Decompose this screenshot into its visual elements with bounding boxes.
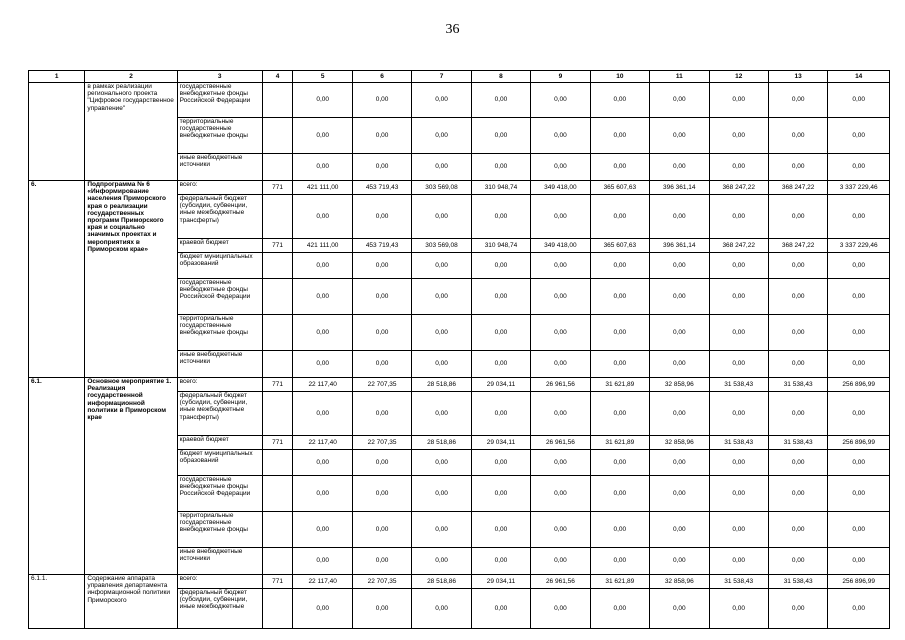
amount-cell: 0,00 — [650, 476, 709, 512]
amount-cell: 0,00 — [531, 589, 590, 629]
amount-cell: 256 896,99 — [828, 575, 890, 589]
amount-cell: 0,00 — [650, 253, 709, 279]
amount-cell: 0,00 — [709, 548, 768, 575]
amount-cell: 0,00 — [471, 83, 530, 118]
amount-cell: 29 034,11 — [471, 575, 530, 589]
gov-code: 771 — [262, 436, 293, 450]
amount-cell: 0,00 — [471, 476, 530, 512]
column-header: 5 — [293, 71, 352, 83]
column-header: 13 — [768, 71, 827, 83]
gov-code — [262, 589, 293, 629]
amount-cell: 31 538,43 — [768, 436, 827, 450]
amount-cell: 0,00 — [412, 476, 471, 512]
amount-cell: 0,00 — [768, 351, 827, 378]
amount-cell: 0,00 — [471, 512, 530, 548]
table-body — [29, 71, 890, 629]
funding-source: всего: — [177, 575, 262, 589]
page-number: 36 — [445, 22, 460, 37]
item-name: Содержание аппарата управления департамента информационной политики Приморского — [85, 575, 177, 629]
amount-cell: 0,00 — [828, 154, 890, 181]
item-number: 6. — [29, 181, 85, 378]
amount-cell: 0,00 — [709, 392, 768, 436]
funding-source: всего: — [177, 181, 262, 195]
amount-cell: 0,00 — [471, 253, 530, 279]
amount-cell: 0,00 — [471, 279, 530, 315]
funding-source: всего: — [177, 378, 262, 392]
amount-cell: 0,00 — [768, 476, 827, 512]
amount-cell: 0,00 — [471, 548, 530, 575]
amount-cell: 0,00 — [531, 512, 590, 548]
amount-cell: 0,00 — [828, 351, 890, 378]
amount-cell: 0,00 — [590, 315, 649, 351]
amount-cell: 31 538,43 — [768, 378, 827, 392]
amount-cell: 0,00 — [293, 392, 352, 436]
amount-cell: 0,00 — [650, 351, 709, 378]
funding-source: территориальные государственные внебюджетные фонды — [177, 118, 262, 154]
amount-cell: 31 538,43 — [768, 575, 827, 589]
amount-cell: 0,00 — [590, 195, 649, 239]
gov-code — [262, 392, 293, 436]
funding-source: федеральный бюджет (субсидии, субвенции, иные межбюджетные трансферты) — [177, 195, 262, 239]
funding-source: федеральный бюджет (субсидии, субвенции, иные межбюджетные — [177, 589, 262, 629]
amount-cell: 0,00 — [650, 512, 709, 548]
amount-cell: 0,00 — [352, 195, 411, 239]
amount-cell: 0,00 — [828, 195, 890, 239]
column-header: 3 — [177, 71, 262, 83]
amount-cell: 0,00 — [352, 512, 411, 548]
item-name: Основное мероприятие 1. Реализация государственной информационной политики в Приморском крае — [85, 378, 177, 575]
amount-cell: 396 361,14 — [650, 239, 709, 253]
amount-cell: 29 034,11 — [471, 436, 530, 450]
amount-cell: 28 518,86 — [412, 575, 471, 589]
amount-cell: 26 961,56 — [531, 575, 590, 589]
amount-cell: 0,00 — [531, 253, 590, 279]
amount-cell: 0,00 — [709, 83, 768, 118]
amount-cell: 0,00 — [768, 315, 827, 351]
amount-cell: 0,00 — [709, 512, 768, 548]
amount-cell: 0,00 — [531, 548, 590, 575]
funding-source: государственные внебюджетные фонды Российской Федерации — [177, 279, 262, 315]
amount-cell: 0,00 — [352, 253, 411, 279]
amount-cell: 31 538,43 — [709, 378, 768, 392]
amount-cell: 0,00 — [590, 548, 649, 575]
item-name: в рамках реализации регионального проекта "Цифровое государственное управление" — [85, 83, 177, 181]
amount-cell: 0,00 — [293, 83, 352, 118]
gov-code — [262, 83, 293, 118]
amount-cell: 26 961,56 — [531, 378, 590, 392]
amount-cell: 0,00 — [352, 589, 411, 629]
amount-cell: 0,00 — [828, 512, 890, 548]
table-row — [29, 378, 890, 392]
amount-cell: 368 247,22 — [709, 239, 768, 253]
amount-cell: 0,00 — [650, 450, 709, 476]
amount-cell: 0,00 — [352, 279, 411, 315]
amount-cell: 0,00 — [650, 392, 709, 436]
gov-code: 771 — [262, 575, 293, 589]
amount-cell: 0,00 — [650, 118, 709, 154]
gov-code — [262, 351, 293, 378]
amount-cell: 0,00 — [293, 548, 352, 575]
amount-cell: 256 896,99 — [828, 436, 890, 450]
amount-cell: 0,00 — [768, 512, 827, 548]
table-row — [29, 83, 890, 118]
amount-cell: 0,00 — [828, 253, 890, 279]
amount-cell: 28 518,86 — [412, 436, 471, 450]
amount-cell: 310 948,74 — [471, 181, 530, 195]
amount-cell: 0,00 — [768, 118, 827, 154]
amount-cell: 303 569,08 — [412, 239, 471, 253]
table-row — [29, 181, 890, 195]
amount-cell: 0,00 — [471, 118, 530, 154]
amount-cell: 368 247,22 — [768, 181, 827, 195]
amount-cell: 0,00 — [412, 315, 471, 351]
amount-cell: 0,00 — [293, 253, 352, 279]
amount-cell: 0,00 — [768, 154, 827, 181]
amount-cell: 0,00 — [709, 253, 768, 279]
amount-cell: 0,00 — [590, 253, 649, 279]
amount-cell: 0,00 — [828, 476, 890, 512]
amount-cell: 0,00 — [709, 118, 768, 154]
amount-cell: 3 337 229,46 — [828, 239, 890, 253]
amount-cell: 368 247,22 — [709, 181, 768, 195]
amount-cell: 31 621,89 — [590, 436, 649, 450]
amount-cell: 0,00 — [293, 589, 352, 629]
amount-cell: 0,00 — [412, 512, 471, 548]
amount-cell: 0,00 — [293, 476, 352, 512]
amount-cell: 26 961,56 — [531, 436, 590, 450]
amount-cell: 29 034,11 — [471, 378, 530, 392]
amount-cell: 0,00 — [293, 195, 352, 239]
funding-source: территориальные государственные внебюджетные фонды — [177, 512, 262, 548]
amount-cell: 0,00 — [828, 118, 890, 154]
amount-cell: 0,00 — [531, 315, 590, 351]
amount-cell: 32 858,96 — [650, 436, 709, 450]
amount-cell: 421 111,00 — [293, 181, 352, 195]
amount-cell: 421 111,00 — [293, 239, 352, 253]
amount-cell: 453 719,43 — [352, 181, 411, 195]
amount-cell: 0,00 — [531, 392, 590, 436]
amount-cell: 0,00 — [531, 476, 590, 512]
amount-cell: 349 418,00 — [531, 181, 590, 195]
amount-cell: 0,00 — [352, 83, 411, 118]
amount-cell: 0,00 — [590, 392, 649, 436]
amount-cell: 0,00 — [590, 589, 649, 629]
amount-cell: 0,00 — [293, 154, 352, 181]
amount-cell: 0,00 — [352, 351, 411, 378]
amount-cell: 0,00 — [293, 279, 352, 315]
gov-code — [262, 195, 293, 239]
amount-cell: 0,00 — [650, 195, 709, 239]
gov-code — [262, 512, 293, 548]
amount-cell: 0,00 — [828, 589, 890, 629]
amount-cell: 31 538,43 — [709, 436, 768, 450]
amount-cell: 31 538,43 — [709, 575, 768, 589]
funding-source: территориальные государственные внебюджетные фонды — [177, 315, 262, 351]
amount-cell: 0,00 — [709, 476, 768, 512]
gov-code — [262, 279, 293, 315]
amount-cell: 0,00 — [531, 154, 590, 181]
gov-code: 771 — [262, 181, 293, 195]
amount-cell: 0,00 — [471, 315, 530, 351]
column-header: 11 — [650, 71, 709, 83]
amount-cell: 0,00 — [293, 512, 352, 548]
funding-source: бюджет муниципальных образований — [177, 450, 262, 476]
amount-cell: 0,00 — [709, 450, 768, 476]
amount-cell: 0,00 — [412, 279, 471, 315]
amount-cell: 256 896,99 — [828, 378, 890, 392]
amount-cell: 396 361,14 — [650, 181, 709, 195]
item-number: 6.1.1. — [29, 575, 85, 629]
amount-cell: 0,00 — [471, 154, 530, 181]
column-header: 2 — [85, 71, 177, 83]
amount-cell: 0,00 — [828, 548, 890, 575]
amount-cell: 0,00 — [590, 279, 649, 315]
amount-cell: 0,00 — [412, 351, 471, 378]
amount-cell: 365 607,63 — [590, 181, 649, 195]
amount-cell: 22 707,35 — [352, 575, 411, 589]
amount-cell: 0,00 — [709, 279, 768, 315]
amount-cell: 32 858,96 — [650, 575, 709, 589]
amount-cell: 0,00 — [768, 253, 827, 279]
column-header: 6 — [352, 71, 411, 83]
amount-cell: 0,00 — [352, 476, 411, 512]
amount-cell: 0,00 — [471, 392, 530, 436]
gov-code — [262, 548, 293, 575]
item-number — [29, 83, 85, 181]
gov-code: 771 — [262, 239, 293, 253]
funding-source: государственные внебюджетные фонды Российской Федерации — [177, 476, 262, 512]
column-header: 8 — [471, 71, 530, 83]
amount-cell: 0,00 — [471, 589, 530, 629]
amount-cell: 0,00 — [293, 351, 352, 378]
amount-cell: 0,00 — [471, 351, 530, 378]
funding-source: краевой бюджет — [177, 436, 262, 450]
amount-cell: 0,00 — [412, 589, 471, 629]
column-header: 12 — [709, 71, 768, 83]
amount-cell: 0,00 — [650, 279, 709, 315]
amount-cell: 0,00 — [650, 154, 709, 181]
amount-cell: 0,00 — [352, 118, 411, 154]
column-header: 7 — [412, 71, 471, 83]
amount-cell: 0,00 — [412, 548, 471, 575]
amount-cell: 0,00 — [768, 279, 827, 315]
amount-cell: 0,00 — [590, 154, 649, 181]
amount-cell: 22 117,40 — [293, 436, 352, 450]
amount-cell: 32 858,96 — [650, 378, 709, 392]
amount-cell: 0,00 — [768, 83, 827, 118]
header-row — [29, 71, 890, 83]
gov-code: 771 — [262, 378, 293, 392]
item-number: 6.1. — [29, 378, 85, 575]
amount-cell: 0,00 — [768, 195, 827, 239]
column-header: 4 — [262, 71, 293, 83]
amount-cell: 0,00 — [412, 118, 471, 154]
column-header: 1 — [29, 71, 85, 83]
amount-cell: 0,00 — [828, 279, 890, 315]
amount-cell: 0,00 — [650, 83, 709, 118]
funding-source: иные внебюджетные источники — [177, 351, 262, 378]
gov-code — [262, 154, 293, 181]
amount-cell: 0,00 — [709, 589, 768, 629]
amount-cell: 0,00 — [531, 83, 590, 118]
amount-cell: 0,00 — [293, 315, 352, 351]
amount-cell: 0,00 — [828, 392, 890, 436]
gov-code — [262, 253, 293, 279]
column-header: 9 — [531, 71, 590, 83]
amount-cell: 0,00 — [828, 83, 890, 118]
amount-cell: 310 948,74 — [471, 239, 530, 253]
amount-cell: 0,00 — [768, 589, 827, 629]
amount-cell: 0,00 — [590, 476, 649, 512]
budget-table — [28, 70, 890, 629]
amount-cell: 365 607,63 — [590, 239, 649, 253]
amount-cell: 0,00 — [412, 154, 471, 181]
amount-cell: 0,00 — [768, 450, 827, 476]
amount-cell: 0,00 — [293, 118, 352, 154]
amount-cell: 0,00 — [471, 450, 530, 476]
amount-cell: 453 719,43 — [352, 239, 411, 253]
amount-cell: 0,00 — [650, 315, 709, 351]
amount-cell: 368 247,22 — [768, 239, 827, 253]
amount-cell: 0,00 — [768, 548, 827, 575]
amount-cell: 0,00 — [412, 83, 471, 118]
amount-cell: 0,00 — [352, 548, 411, 575]
amount-cell: 0,00 — [531, 118, 590, 154]
amount-cell: 0,00 — [412, 253, 471, 279]
amount-cell: 31 621,89 — [590, 575, 649, 589]
item-name: Подпрограмма № 6 «Информирование населения Приморского края о реализации государственных программ Приморского края и социально значимых проектах и мероприятиях в Приморском крае» — [85, 181, 177, 378]
amount-cell: 0,00 — [531, 351, 590, 378]
amount-cell: 0,00 — [412, 195, 471, 239]
amount-cell: 0,00 — [293, 450, 352, 476]
amount-cell: 0,00 — [709, 195, 768, 239]
amount-cell: 0,00 — [590, 118, 649, 154]
amount-cell: 0,00 — [709, 315, 768, 351]
amount-cell: 0,00 — [471, 195, 530, 239]
amount-cell: 22 707,35 — [352, 378, 411, 392]
funding-source: иные внебюджетные источники — [177, 154, 262, 181]
amount-cell: 28 518,86 — [412, 378, 471, 392]
funding-source: краевой бюджет — [177, 239, 262, 253]
amount-cell: 0,00 — [412, 392, 471, 436]
table-row — [29, 575, 890, 589]
funding-source: иные внебюджетные источники — [177, 548, 262, 575]
gov-code — [262, 315, 293, 351]
funding-source: бюджет муниципальных образований — [177, 253, 262, 279]
gov-code — [262, 450, 293, 476]
amount-cell: 0,00 — [590, 83, 649, 118]
funding-source: федеральный бюджет (субсидии, субвенции, иные межбюджетные трансферты) — [177, 392, 262, 436]
amount-cell: 0,00 — [590, 351, 649, 378]
amount-cell: 0,00 — [412, 450, 471, 476]
amount-cell: 0,00 — [531, 450, 590, 476]
column-header: 10 — [590, 71, 649, 83]
amount-cell: 0,00 — [709, 351, 768, 378]
amount-cell: 22 117,40 — [293, 378, 352, 392]
amount-cell: 0,00 — [828, 315, 890, 351]
amount-cell: 0,00 — [352, 450, 411, 476]
amount-cell: 0,00 — [352, 154, 411, 181]
gov-code — [262, 118, 293, 154]
amount-cell: 0,00 — [352, 315, 411, 351]
amount-cell: 0,00 — [352, 392, 411, 436]
amount-cell: 303 569,08 — [412, 181, 471, 195]
amount-cell: 0,00 — [531, 195, 590, 239]
amount-cell: 3 337 229,46 — [828, 181, 890, 195]
amount-cell: 349 418,00 — [531, 239, 590, 253]
amount-cell: 0,00 — [768, 392, 827, 436]
amount-cell: 0,00 — [650, 589, 709, 629]
gov-code — [262, 476, 293, 512]
amount-cell: 0,00 — [650, 548, 709, 575]
amount-cell: 0,00 — [590, 512, 649, 548]
amount-cell: 0,00 — [709, 154, 768, 181]
funding-source: государственные внебюджетные фонды Российской Федерации — [177, 83, 262, 118]
amount-cell: 22 117,40 — [293, 575, 352, 589]
amount-cell: 0,00 — [531, 279, 590, 315]
amount-cell: 31 621,89 — [590, 378, 649, 392]
amount-cell: 0,00 — [590, 450, 649, 476]
column-header: 14 — [828, 71, 890, 83]
amount-cell: 22 707,35 — [352, 436, 411, 450]
amount-cell: 0,00 — [828, 450, 890, 476]
